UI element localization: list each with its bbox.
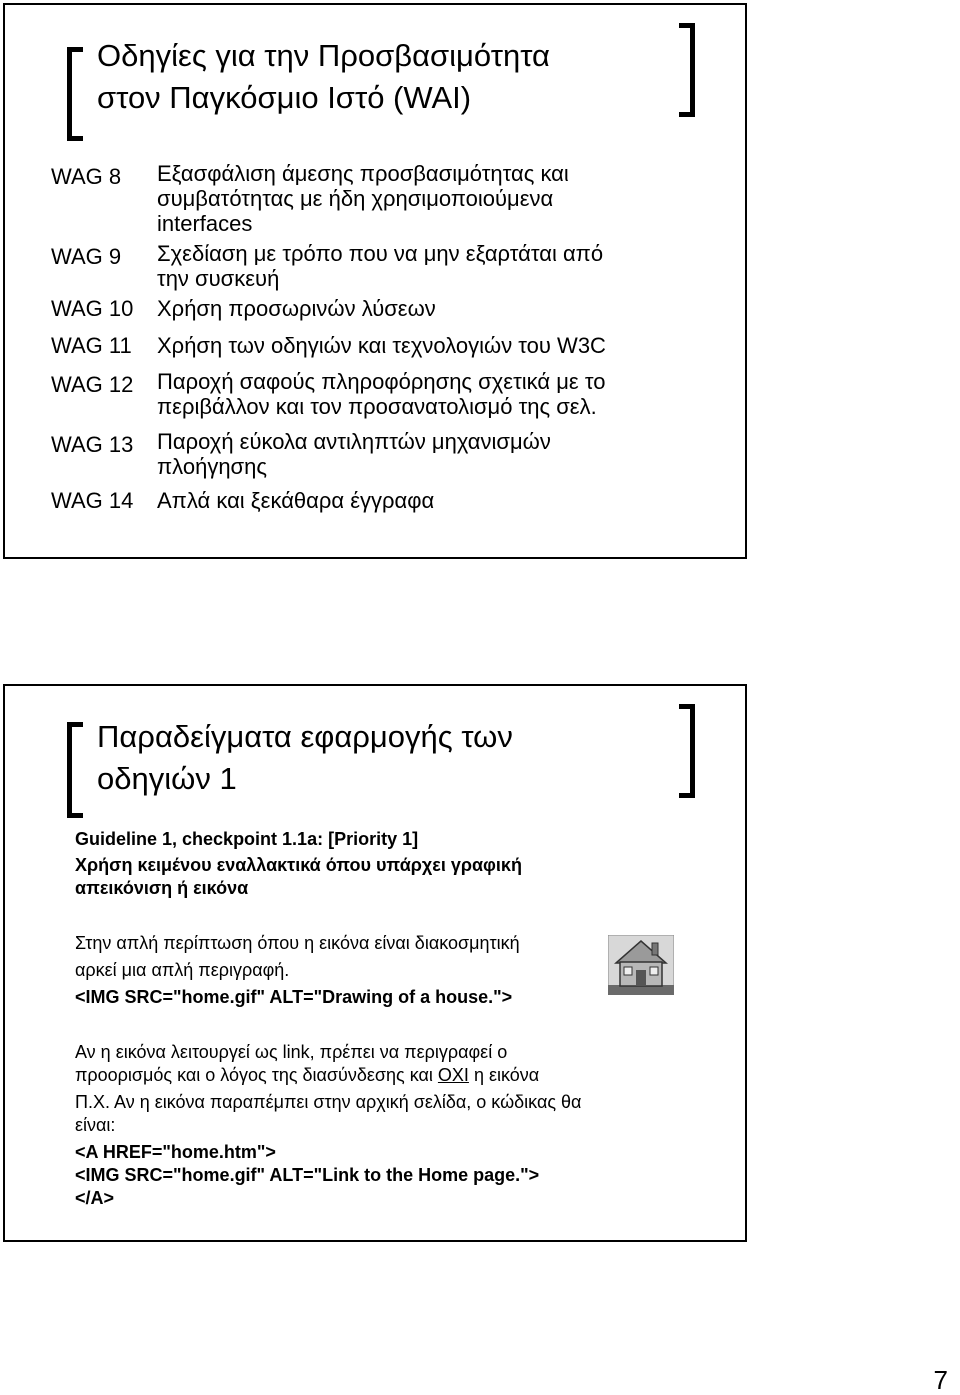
wag-description-line: την συσκευή xyxy=(157,266,280,291)
wag-description-line: Παροχή σαφούς πληροφόρησης σχετικά με το xyxy=(157,369,606,394)
title-line: Παραδείγματα εφαρμογής των xyxy=(97,719,513,754)
wag-code: WAG 13 xyxy=(51,432,134,457)
wag-code: WAG 12 xyxy=(51,372,134,397)
link-case-line xyxy=(75,1064,539,1087)
title-bracket-left xyxy=(67,47,83,141)
wag-description xyxy=(157,488,725,513)
wag-description-line: interfaces xyxy=(157,211,253,236)
wag-code: WAG 14 xyxy=(51,488,134,513)
title-bracket-right xyxy=(679,23,695,117)
wag-code: WAG 9 xyxy=(51,244,122,269)
wag-description xyxy=(157,429,725,479)
house-icon xyxy=(608,935,674,995)
example-line: είναι: xyxy=(75,1115,116,1135)
emphasis-not: ΟΧΙ xyxy=(437,1065,469,1085)
title-bracket-left xyxy=(67,722,83,818)
subtitle-line: απεικόνιση ή εικόνα xyxy=(75,878,249,898)
wag-description-line: πλοήγησης xyxy=(157,454,267,479)
wag-description-line: περιβάλλον και τον προσανατολισμό της σελ. xyxy=(157,394,597,419)
title-line: στον Παγκόσμιο Ιστό (WAI) xyxy=(97,80,472,115)
wag-description-line: Απλά και ξεκάθαρα έγγραφα xyxy=(157,488,435,513)
link-case-text: η εικόνα xyxy=(468,1065,540,1085)
simple-case-line: Στην απλή περίπτωση όπου η εικόνα είναι διακοσμητική xyxy=(75,933,520,953)
guideline-heading: Guideline 1, checkpoint 1.1a: [Priority 1] xyxy=(75,829,419,849)
slide-title xyxy=(97,716,513,800)
example-line: Π.Χ. Αν η εικόνα παραπέμπει στην αρχική σελίδα, ο κώδικας θα xyxy=(75,1092,582,1112)
slide-examples xyxy=(3,684,747,1242)
wag-description xyxy=(157,241,725,291)
wag-description xyxy=(157,333,725,358)
link-case-line: Αν η εικόνα λειτουργεί ως link, πρέπει να περιγραφεί ο xyxy=(75,1042,508,1062)
wag-code: WAG 8 xyxy=(51,164,122,189)
link-case-text: προορισμός και ο λόγος της διασύνδεσης και xyxy=(75,1065,438,1085)
wag-description xyxy=(157,369,725,419)
subtitle-line: Χρήση κειμένου εναλλακτικά όπου υπάρχει γραφική xyxy=(75,855,522,875)
slide-title xyxy=(97,35,550,119)
wag-code: WAG 10 xyxy=(51,296,134,321)
title-bracket-right xyxy=(679,704,695,798)
wag-description-line: Παροχή εύκολα αντιληπτών μηχανισμών xyxy=(157,429,551,454)
wag-item xyxy=(51,161,725,236)
wag-item xyxy=(51,296,725,321)
wag-description xyxy=(157,161,725,236)
wag-code: WAG 11 xyxy=(51,333,132,358)
wag-description-line: Χρήση προσωρινών λύσεων xyxy=(157,296,436,321)
wag-item xyxy=(51,429,725,479)
wag-description-line: συμβατότητας με ήδη χρησιμοποιούμενα xyxy=(157,186,554,211)
code-example-link: <IMG SRC="home.gif" ALT="Link to the Home page."> xyxy=(75,1165,540,1185)
wag-description xyxy=(157,296,725,321)
simple-case-line: αρκεί μια απλή περιγραφή. xyxy=(75,960,290,980)
wag-description-line: Χρήση των οδηγιών και τεχνολογιών του W3C xyxy=(157,333,606,358)
code-example-link: </A> xyxy=(75,1188,115,1208)
wag-item xyxy=(51,333,725,358)
code-example-link: <A HREF="home.htm"> xyxy=(75,1142,276,1162)
slide-wai-guidelines xyxy=(3,3,747,559)
wag-description-line: Εξασφάλιση άμεσης προσβασιμότητας και xyxy=(157,161,569,186)
wag-item xyxy=(51,369,725,419)
wag-description-line: Σχεδίαση με τρόπο που να μην εξαρτάται από xyxy=(157,241,604,266)
title-line: Οδηγίες για την Προσβασιμότητα xyxy=(97,38,550,73)
title-line: οδηγιών 1 xyxy=(97,761,237,796)
wag-item xyxy=(51,488,725,513)
wag-item xyxy=(51,241,725,291)
page-number: 7 xyxy=(933,1365,948,1395)
code-example-img: <IMG SRC="home.gif" ALT="Drawing of a house."> xyxy=(75,987,513,1007)
